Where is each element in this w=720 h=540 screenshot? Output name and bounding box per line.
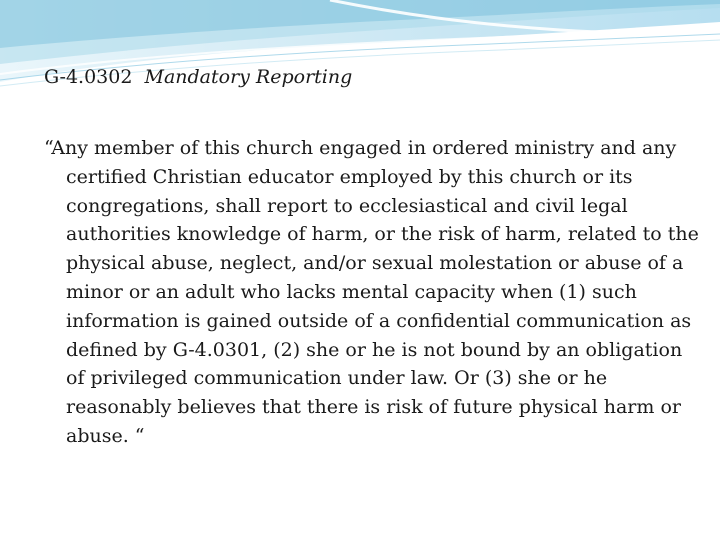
heading-code: G-4.0302 (44, 66, 133, 88)
slide-heading (44, 66, 352, 88)
heading-title: Mandatory Reporting (144, 66, 353, 88)
body-quote: “Any member of this church engaged in ordered ministry and any certified Christian educator employed by this church or its congregations, shall report to ecclesiastical and civil legal authorities knowledge of harm, or the risk of harm, related to the physical abuse, neglect, and/or sexual molestation or abuse of a minor or an adult who lacks mental capacity when (1) such information is gained outside of a confidential communication as defined by G-4.0301, (2) she or he is not bound by an obligation of privileged communication under law. Or (3) she or he reasonably believes that there is risk of future physical harm or abuse. “ (44, 137, 699, 447)
